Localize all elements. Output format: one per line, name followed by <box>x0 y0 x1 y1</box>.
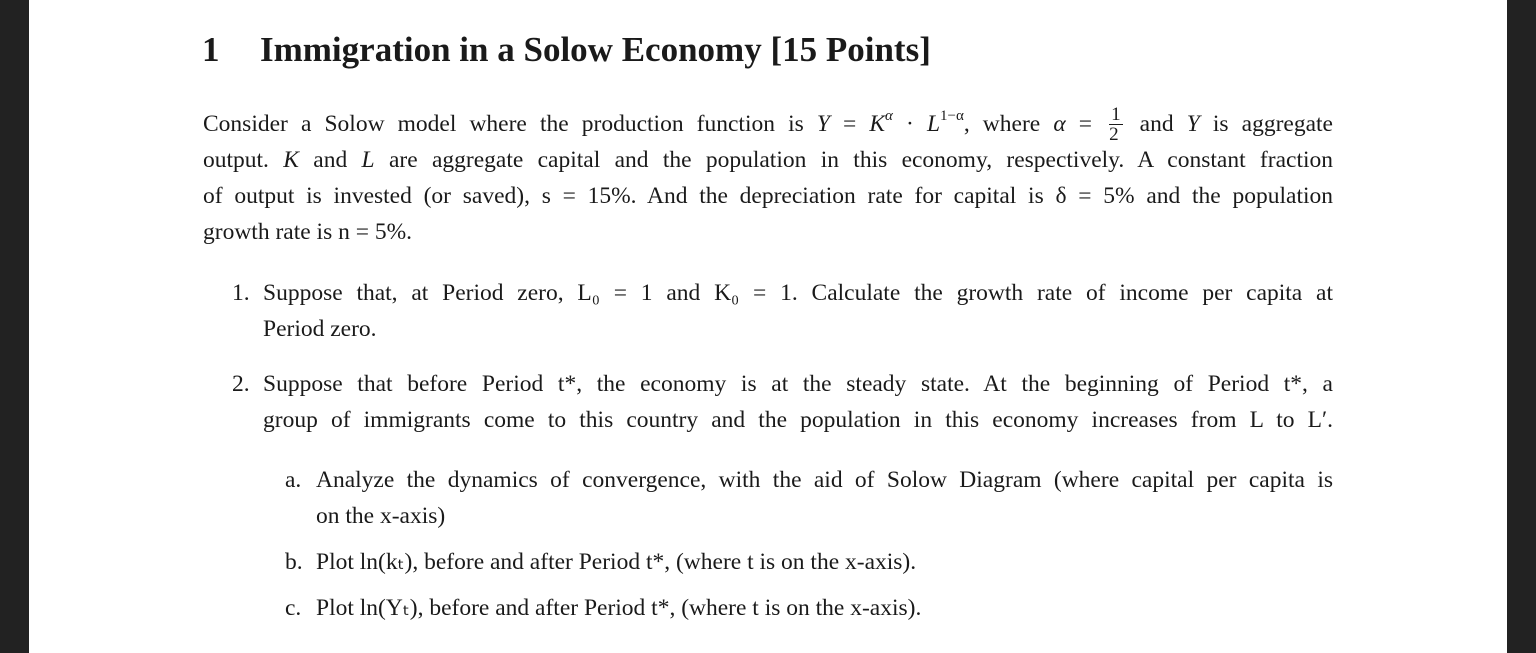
subquestion-a-line-2: on the x-axis) <box>316 503 446 529</box>
document-page <box>29 0 1507 653</box>
question-marker: 2. <box>232 371 250 397</box>
subquestion-a-line-1: Analyze the dynamics of convergence, with the aid of Solow Diagram (where capital per capita is <box>316 467 1333 493</box>
subquestion-marker: b. <box>285 549 303 575</box>
question-1-line-1: Suppose that, at Period zero, L₀ = 1 and K₀ = 1. Calculate the growth rate of income per capita at <box>263 280 1333 306</box>
intro-line-4: growth rate is n = 5%. <box>203 219 413 245</box>
section-heading <box>202 30 931 70</box>
intro-line-1: Consider a Solow model where the production function is $Y = K^\alpha \cdot L^{1-\alpha}$, where α = $\frac{1}{2}$ and Y is aggregate <box>203 104 1333 146</box>
intro-paragraph <box>203 106 1333 250</box>
section-number: 1 <box>202 30 220 69</box>
question-2-line-1: Suppose that before Period t*, the economy is at the steady state. At the beginning of Period t*, a <box>263 371 1333 397</box>
question-marker: 1. <box>232 280 250 306</box>
subquestion-marker: a. <box>285 467 302 493</box>
subquestion-marker: c. <box>285 595 302 621</box>
section-title: Immigration in a Solow Economy [15 Points] <box>260 30 931 69</box>
intro-line-2: output. K and L are aggregate capital and the population in this economy, respectively. A constant fraction <box>203 147 1334 173</box>
intro-line-3: of output is invested (or saved), s = 15%. And the depreciation rate for capital is δ = 5% and the population <box>203 183 1333 209</box>
subquestion-b-line-1: Plot ln(kₜ), before and after Period t*, (where t is on the x-axis). <box>316 549 917 575</box>
question-1-line-2: Period zero. <box>263 316 377 342</box>
subquestion-c-line-1: Plot ln(Yₜ), before and after Period t*, (where t is on the x-axis). <box>316 595 922 621</box>
question-2-line-2: group of immigrants come to this country and the population in this economy increases from L to L′. <box>263 407 1333 433</box>
fraction-one-half: $\frac{1}{2}$ <box>1109 104 1121 146</box>
